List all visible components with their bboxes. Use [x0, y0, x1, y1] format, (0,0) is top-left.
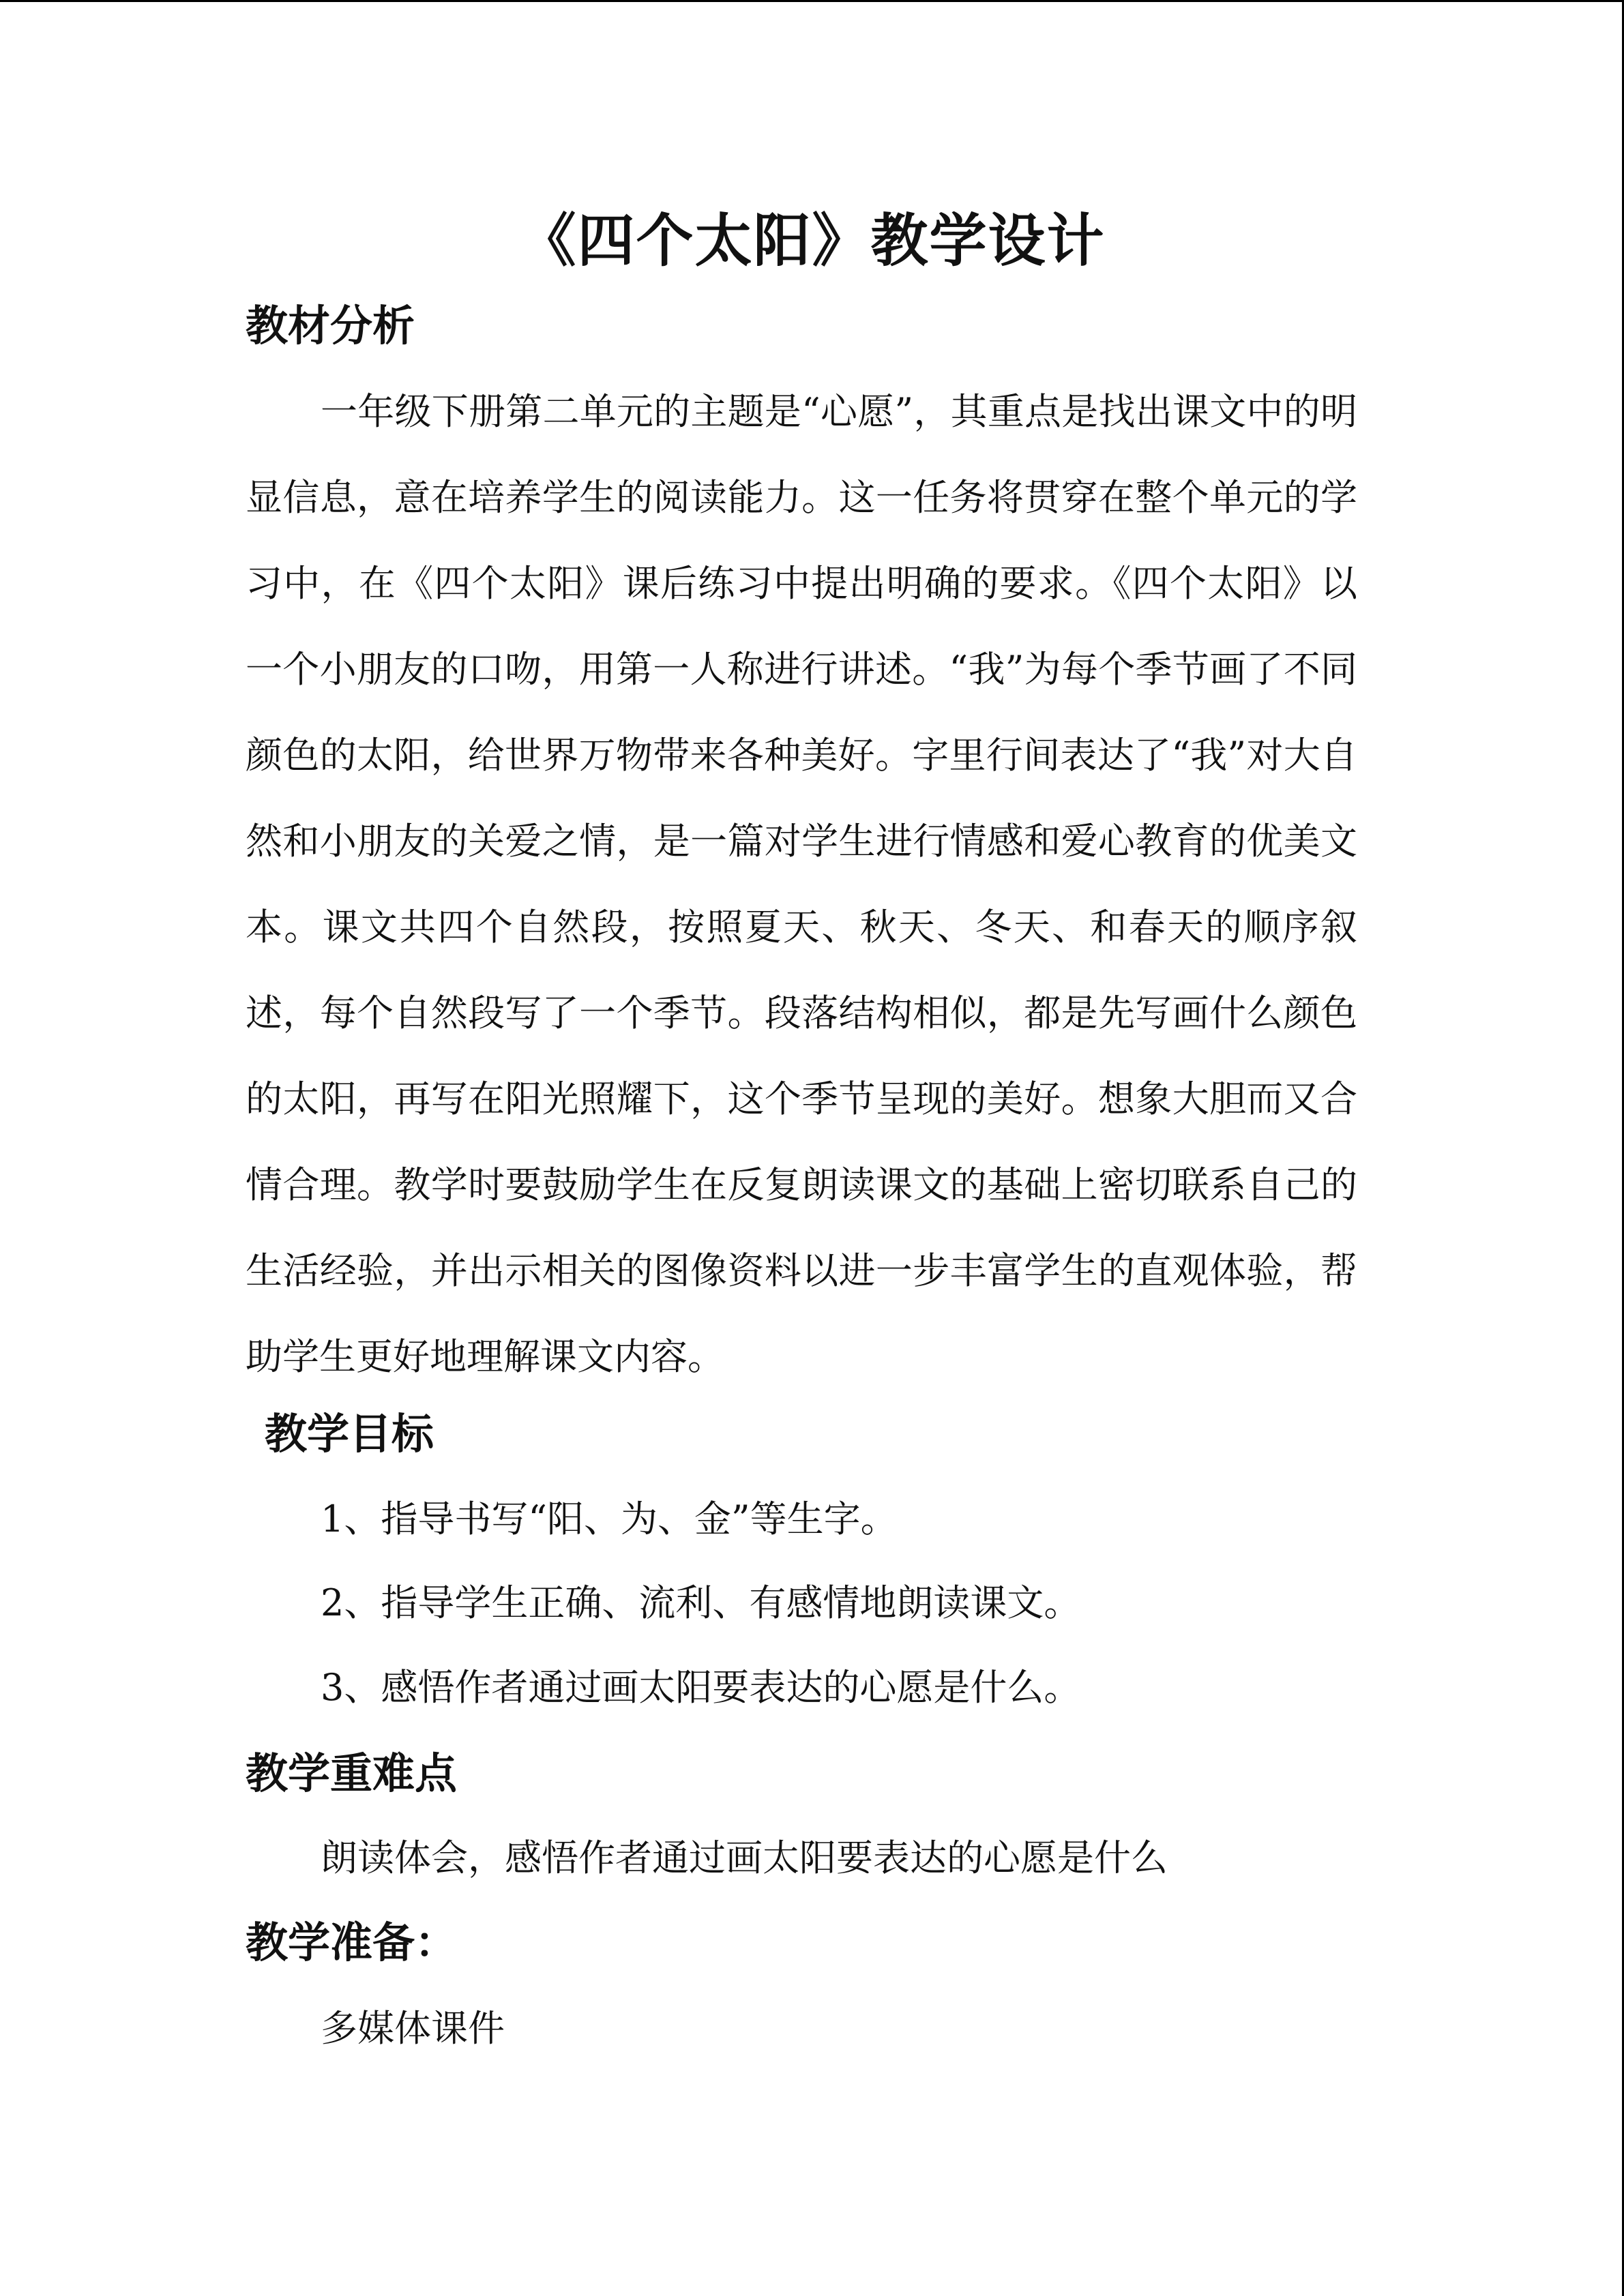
analysis-paragraph: 一年级下册第二单元的主题是“心愿”，其重点是找出课文中的明显信息，意在培养学生的阅读能力。这一任务将贯穿在整个单元的学习中，在《四个太阳》课后练习中提出明确的要求。《四个太阳》以一个小朋友的口吻，用第一人称进行讲述。“我”为每个季节画了不同颜色的太阳，给世界万物带来各种美好。字里行间表达了“我”对大自然和小朋友的关爱之情，是一篇对学生进行情感和爱心教育的优美文本。课文共四个自然段，按照夏天、秋天、冬天、和春天的顺序叙述，每个自然段写了一个季节。段落结构相似，都是先写画什么颜色的太阳，再写在阳光照耀下，这个季节呈现的美好。想象大胆而又合情合理。教学时要鼓励学生在反复朗读课文的基础上密切联系自己的生活经验，并出示相关的图像资料以进一步丰富学生的直观体验，帮助学生更好地理解课文内容。: [246, 390, 1357, 1378]
preparation-text: 多媒体课件: [321, 2007, 505, 2050]
key-points-text: 朗读体会，感悟作者通过画太阳要表达的心愿是什么: [321, 1836, 1168, 1879]
goal-item-3: 3、感悟作者通过画太阳要表达的心愿是什么。: [321, 1666, 1081, 1709]
section-heading-preparation: 教学准备：: [246, 1918, 458, 1967]
section-heading-analysis: 教材分析: [246, 301, 415, 351]
goal-item-1: 1、指导书写“阳、为、金”等生字。: [321, 1497, 898, 1540]
section-heading-goals: 教学目标: [265, 1409, 434, 1459]
section-heading-key-points: 教学重难点: [246, 1748, 458, 1798]
document-title: 《四个太阳》教学设计: [518, 207, 1106, 274]
goal-item-2: 2、指导学生正确、流利、有感情地朗读课文。: [321, 1581, 1081, 1624]
